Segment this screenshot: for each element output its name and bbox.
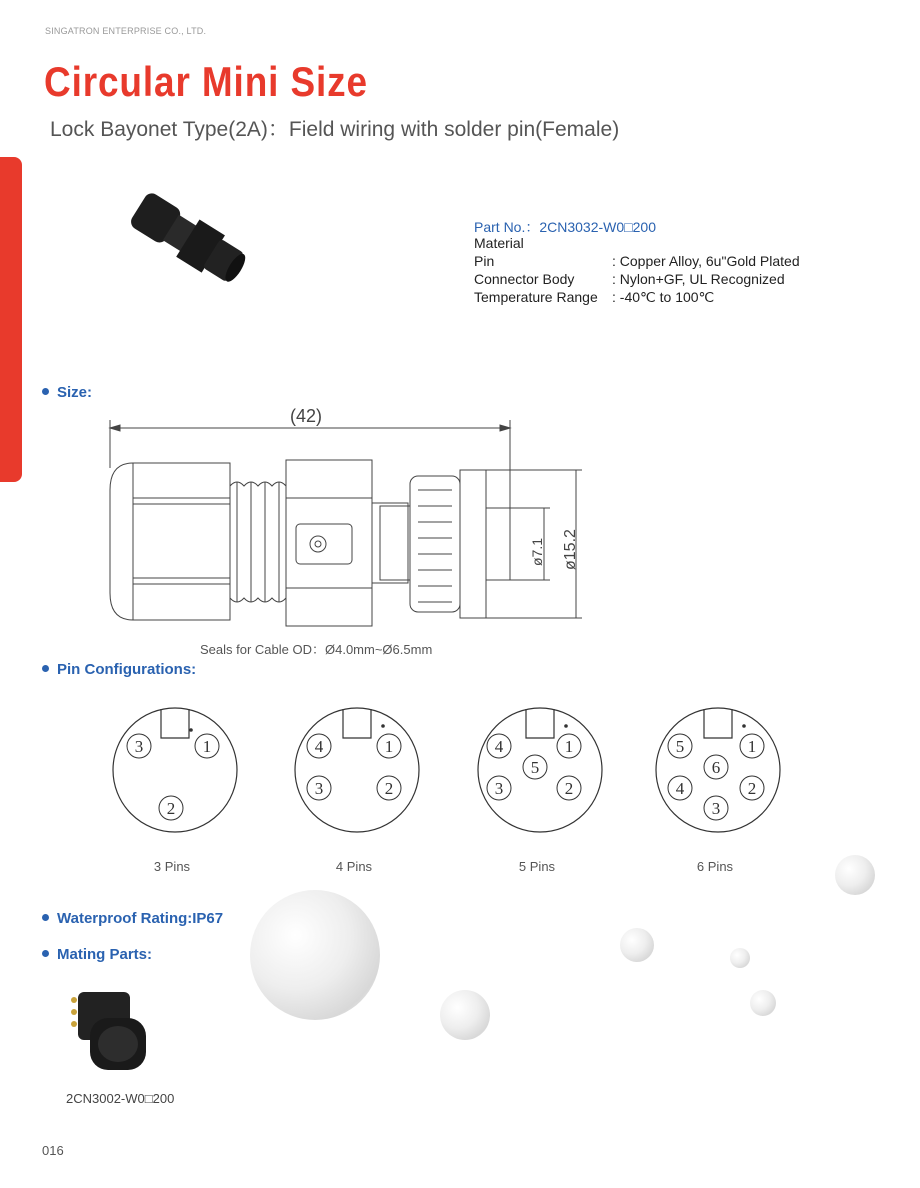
polarity-dot — [189, 728, 193, 732]
background-bubble — [730, 948, 750, 968]
pin-config-caption: 4 Pins — [335, 859, 373, 874]
pin-number: 6 — [711, 758, 721, 777]
waterproof-heading: Waterproof Rating:IP67 — [42, 910, 223, 927]
pin-config-heading: Pin Configurations: — [42, 661, 196, 678]
pin-number: 3 — [711, 799, 721, 818]
pin-config-caption: 5 Pins — [518, 859, 556, 874]
material-label: Material — [474, 235, 524, 251]
pin-number: 5 — [530, 758, 540, 777]
pin-number: 3 — [314, 779, 324, 798]
mating-part-number: 2CN3002-W0□200 — [66, 1091, 175, 1106]
page-number: 016 — [42, 1143, 64, 1158]
bullet-icon — [42, 388, 49, 395]
background-bubble — [440, 990, 490, 1040]
background-bubble — [750, 990, 776, 1016]
pin-number: 3 — [494, 779, 504, 798]
spec-row — [474, 271, 785, 287]
pin-number: 1 — [384, 737, 394, 756]
outer-diameter-label: ø15.2 — [562, 529, 579, 570]
polarity-dot — [381, 724, 385, 728]
background-bubble — [620, 928, 654, 962]
pin-diagrams — [0, 690, 920, 880]
spec-value: : -40℃ to 100℃ — [612, 289, 715, 305]
spec-value: : Nylon+GF, UL Recognized — [612, 271, 785, 287]
spec-key: Connector Body — [474, 271, 575, 287]
product-photo — [105, 180, 255, 310]
length-label: (42) — [290, 406, 323, 426]
background-bubble — [250, 890, 380, 1020]
spec-row — [474, 289, 714, 306]
bullet-icon — [42, 950, 49, 957]
pin-config-caption: 6 Pins — [696, 859, 734, 874]
pin-number: 1 — [202, 737, 212, 756]
page-title: Circular Mini Size — [44, 58, 368, 105]
bullet-icon — [42, 665, 49, 672]
pin-config-caption: 3 Pins — [153, 859, 191, 874]
polarity-dot — [742, 724, 746, 728]
pin-number: 2 — [384, 779, 394, 798]
pin-number: 5 — [675, 737, 685, 756]
polarity-dot — [564, 724, 568, 728]
dimension-drawing — [100, 398, 600, 628]
spec-key: Pin — [474, 253, 495, 269]
page-subtitle: Lock Bayonet Type(2A)：Field wiring with solder pin(Female) — [50, 118, 620, 141]
spec-row — [474, 253, 800, 269]
pin-number: 1 — [564, 737, 574, 756]
seals-note: Seals for Cable OD：Ø4.0mm~Ø6.5mm — [200, 642, 433, 657]
pin-number: 3 — [134, 737, 144, 756]
pin-number: 4 — [494, 737, 504, 756]
mating-heading: Mating Parts: — [42, 946, 152, 963]
pin-number: 2 — [564, 779, 574, 798]
bullet-icon — [42, 914, 49, 921]
pin-number: 2 — [166, 799, 176, 818]
inner-diameter-label: ø7.1 — [529, 537, 545, 566]
mating-part-photo — [60, 978, 170, 1083]
connector-face — [295, 708, 419, 832]
side-tab — [0, 157, 22, 482]
size-heading: Size: — [42, 384, 92, 401]
pin-number: 4 — [314, 737, 324, 756]
spec-key: Temperature Range — [474, 289, 598, 305]
pin-number: 1 — [747, 737, 757, 756]
pin-number: 2 — [747, 779, 757, 798]
pin-number: 4 — [675, 779, 685, 798]
company-name: SINGATRON ENTERPRISE CO., LTD. — [45, 26, 207, 36]
part-number: Part No.：2CN3032-W0□200 — [474, 219, 656, 235]
spec-value: : Copper Alloy, 6u"Gold Plated — [612, 253, 800, 269]
